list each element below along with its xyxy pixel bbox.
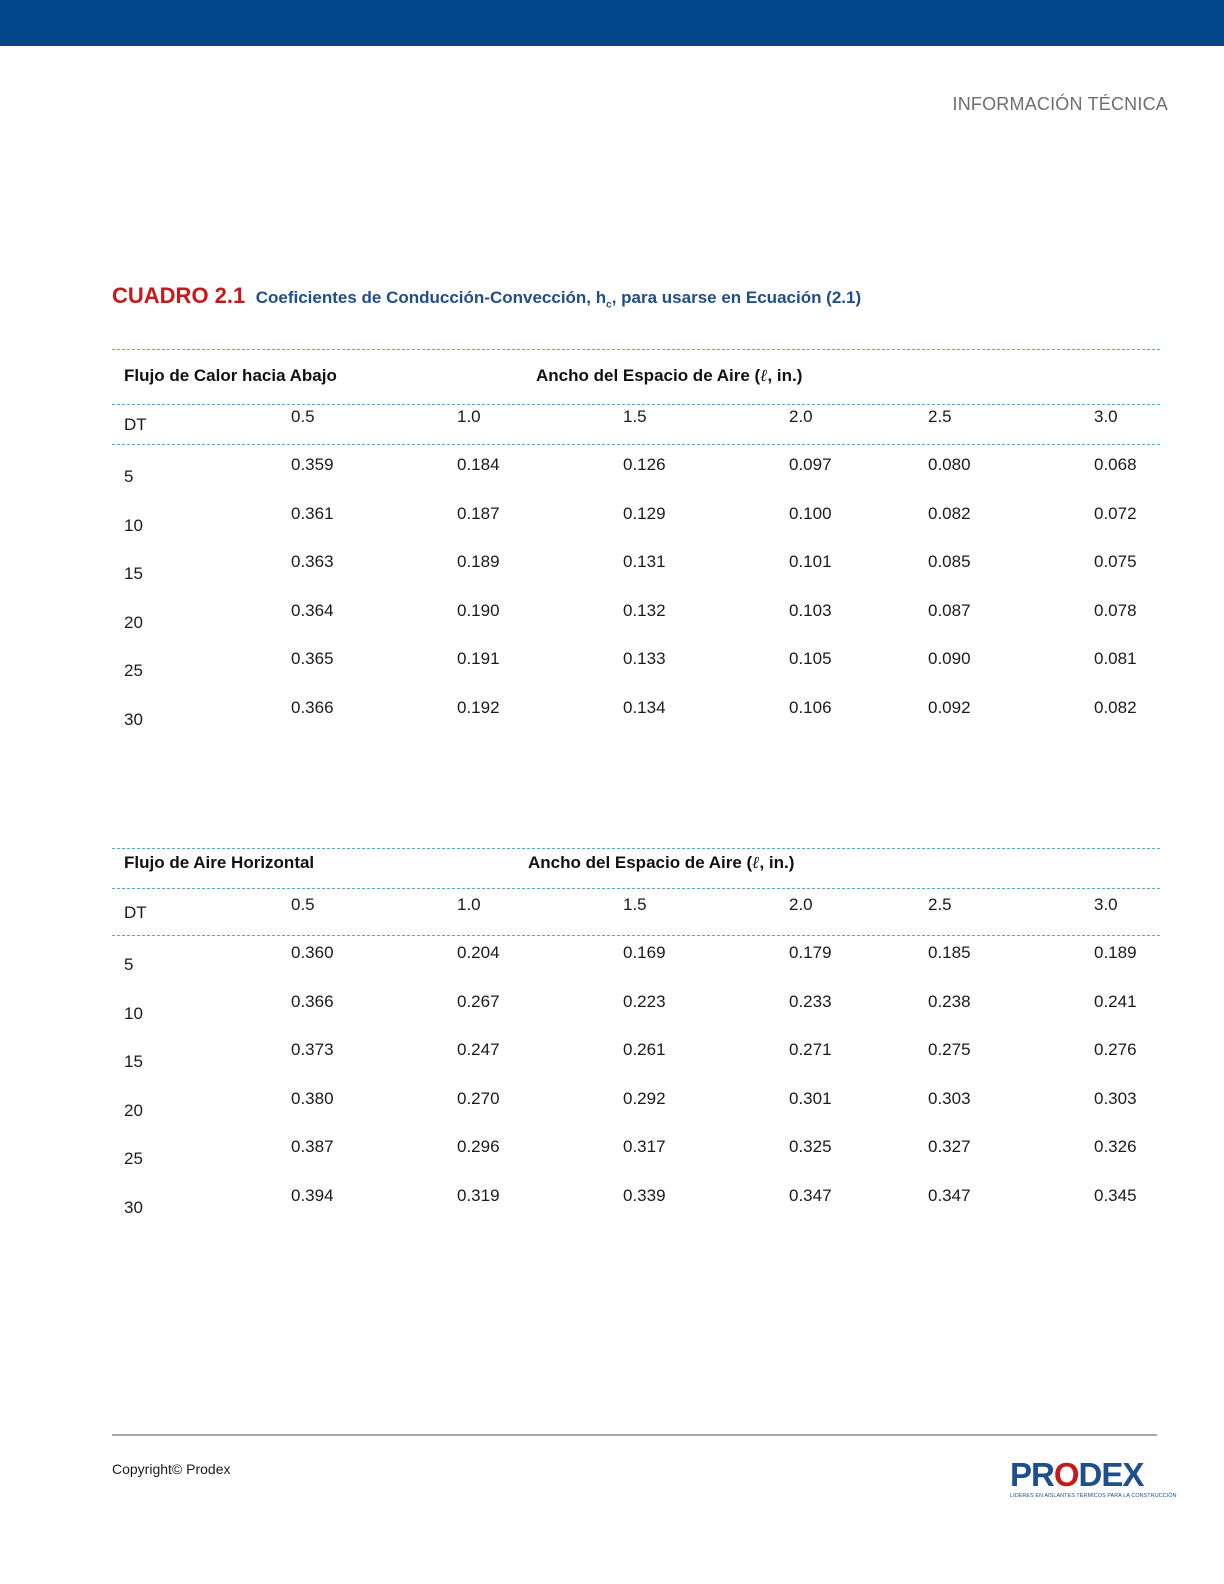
dt-label: DT <box>124 415 147 434</box>
table-cell: 0.303 <box>1094 1089 1137 1108</box>
table-cell: 0.363 <box>291 552 334 571</box>
divider <box>112 888 1160 889</box>
table-cell: 0.097 <box>789 455 832 474</box>
column-header: 2.0 <box>789 895 813 914</box>
table-row <box>112 992 1160 1040</box>
table-cell: 0.131 <box>623 552 666 571</box>
column-header: 2.5 <box>928 895 952 914</box>
table-cell: 0.092 <box>928 698 971 717</box>
prodex-logo <box>1010 1456 1177 1499</box>
table-row <box>112 649 1160 697</box>
table-cell: 0.365 <box>291 649 334 668</box>
table-cell: 0.184 <box>457 455 500 474</box>
top-banner <box>0 0 1224 46</box>
table-caption <box>112 283 861 310</box>
table-cell: 0.080 <box>928 455 971 474</box>
air-gap-width-label: Ancho del Espacio de Aire (ℓ, in.) <box>536 366 803 386</box>
divider <box>112 404 1160 405</box>
table-cell: 0.238 <box>928 992 971 1011</box>
logo-wordmark: PRODEX <box>1010 1456 1144 1493</box>
dt-value: 20 <box>124 613 143 632</box>
table-cell: 0.347 <box>928 1186 971 1205</box>
table-row <box>112 455 1160 503</box>
table-cell: 0.187 <box>457 504 500 523</box>
table-cell: 0.319 <box>457 1186 500 1205</box>
divider <box>112 935 1160 936</box>
table-cell: 0.347 <box>789 1186 832 1205</box>
table-cell: 0.261 <box>623 1040 666 1059</box>
table-row <box>112 1137 1160 1185</box>
table-cell: 0.087 <box>928 601 971 620</box>
table-cell: 0.101 <box>789 552 832 571</box>
column-header: 1.0 <box>457 895 481 914</box>
table-cell: 0.270 <box>457 1089 500 1108</box>
table-cell: 0.292 <box>623 1089 666 1108</box>
table-cell: 0.267 <box>457 992 500 1011</box>
table-cell: 0.361 <box>291 504 334 523</box>
dt-value: 25 <box>124 1149 143 1168</box>
column-header: 3.0 <box>1094 895 1118 914</box>
table-row <box>112 698 1160 746</box>
table-cell: 0.085 <box>928 552 971 571</box>
table-cell: 0.296 <box>457 1137 500 1156</box>
dt-value: 15 <box>124 564 143 583</box>
table-cell: 0.326 <box>1094 1137 1137 1156</box>
copyright-text: Copyright© Prodex <box>112 1461 231 1477</box>
table-cell: 0.129 <box>623 504 666 523</box>
table-cell: 0.090 <box>928 649 971 668</box>
table-cell: 0.276 <box>1094 1040 1137 1059</box>
table-cell: 0.075 <box>1094 552 1137 571</box>
table-cell: 0.301 <box>789 1089 832 1108</box>
table-cell: 0.068 <box>1094 455 1137 474</box>
table-cell: 0.360 <box>291 943 334 962</box>
table-cell: 0.364 <box>291 601 334 620</box>
table-cell: 0.366 <box>291 698 334 717</box>
table-cell: 0.387 <box>291 1137 334 1156</box>
dt-value: 30 <box>124 1198 143 1217</box>
table-cell: 0.233 <box>789 992 832 1011</box>
table-cell: 0.103 <box>789 601 832 620</box>
table-cell: 0.359 <box>291 455 334 474</box>
table-cell: 0.380 <box>291 1089 334 1108</box>
table-row <box>112 552 1160 600</box>
dt-value: 20 <box>124 1101 143 1120</box>
table-cell: 0.394 <box>291 1186 334 1205</box>
table-cell: 0.327 <box>928 1137 971 1156</box>
table-cell: 0.317 <box>623 1137 666 1156</box>
section-label: INFORMACIÓN TÉCNICA <box>952 94 1168 114</box>
column-header: 1.0 <box>457 407 481 426</box>
table-cell: 0.179 <box>789 943 832 962</box>
column-header: 2.0 <box>789 407 813 426</box>
column-header: 0.5 <box>291 407 315 426</box>
table-cell: 0.133 <box>623 649 666 668</box>
table-cell: 0.241 <box>1094 992 1137 1011</box>
logo-tagline: LÍDERES EN AISLANTES TÉRMICOS PARA LA CONSTRUCCIÓN <box>1010 1493 1177 1499</box>
column-header: 0.5 <box>291 895 315 914</box>
dt-value: 5 <box>124 467 134 486</box>
table-cell: 0.190 <box>457 601 500 620</box>
table-cell: 0.247 <box>457 1040 500 1059</box>
table-cell: 0.106 <box>789 698 832 717</box>
dt-value: 10 <box>124 516 143 535</box>
column-header: 2.5 <box>928 407 952 426</box>
table-cell: 0.271 <box>789 1040 832 1059</box>
caption-number: CUADRO 2.1 <box>112 283 246 308</box>
table-cell: 0.100 <box>789 504 832 523</box>
dt-value: 25 <box>124 661 143 680</box>
air-gap-width-label: Ancho del Espacio de Aire (ℓ, in.) <box>528 853 795 873</box>
table-cell: 0.192 <box>457 698 500 717</box>
table-row <box>112 504 1160 552</box>
table-cell: 0.325 <box>789 1137 832 1156</box>
divider <box>112 848 1160 849</box>
dt-value: 30 <box>124 710 143 729</box>
table-cell: 0.082 <box>928 504 971 523</box>
table-row <box>112 1089 1160 1137</box>
table-cell: 0.134 <box>623 698 666 717</box>
table-title: Flujo de Calor hacia Abajo <box>124 366 337 385</box>
column-header: 1.5 <box>623 407 647 426</box>
footer-divider <box>112 1434 1157 1436</box>
table-cell: 0.072 <box>1094 504 1137 523</box>
table-cell: 0.275 <box>928 1040 971 1059</box>
dt-value: 15 <box>124 1052 143 1071</box>
table-row <box>112 943 1160 991</box>
table-cell: 0.185 <box>928 943 971 962</box>
table-cell: 0.189 <box>457 552 500 571</box>
table-cell: 0.303 <box>928 1089 971 1108</box>
dt-value: 5 <box>124 955 134 974</box>
table-cell: 0.078 <box>1094 601 1137 620</box>
table-cell: 0.132 <box>623 601 666 620</box>
table-cell: 0.345 <box>1094 1186 1137 1205</box>
table-cell: 0.191 <box>457 649 500 668</box>
table-cell: 0.223 <box>623 992 666 1011</box>
column-header: 3.0 <box>1094 407 1118 426</box>
table-cell: 0.373 <box>291 1040 334 1059</box>
divider <box>112 444 1160 445</box>
divider <box>112 349 1160 350</box>
table-cell: 0.082 <box>1094 698 1137 717</box>
caption-title: Coeficientes de Conducción-Convección, $h_c$, para usarse en Ecuación (2.1) <box>255 288 862 311</box>
column-header: 1.5 <box>623 895 647 914</box>
table-cell: 0.366 <box>291 992 334 1011</box>
table-cell: 0.339 <box>623 1186 666 1205</box>
table-cell: 0.105 <box>789 649 832 668</box>
table-cell: 0.204 <box>457 943 500 962</box>
table-cell: 0.169 <box>623 943 666 962</box>
dt-label: DT <box>124 903 147 922</box>
table-row <box>112 601 1160 649</box>
table-cell: 0.081 <box>1094 649 1137 668</box>
dt-value: 10 <box>124 1004 143 1023</box>
table-row <box>112 1040 1160 1088</box>
table-row <box>112 1186 1160 1234</box>
table-title: Flujo de Aire Horizontal <box>124 853 315 872</box>
table-cell: 0.126 <box>623 455 666 474</box>
table-cell: 0.189 <box>1094 943 1137 962</box>
